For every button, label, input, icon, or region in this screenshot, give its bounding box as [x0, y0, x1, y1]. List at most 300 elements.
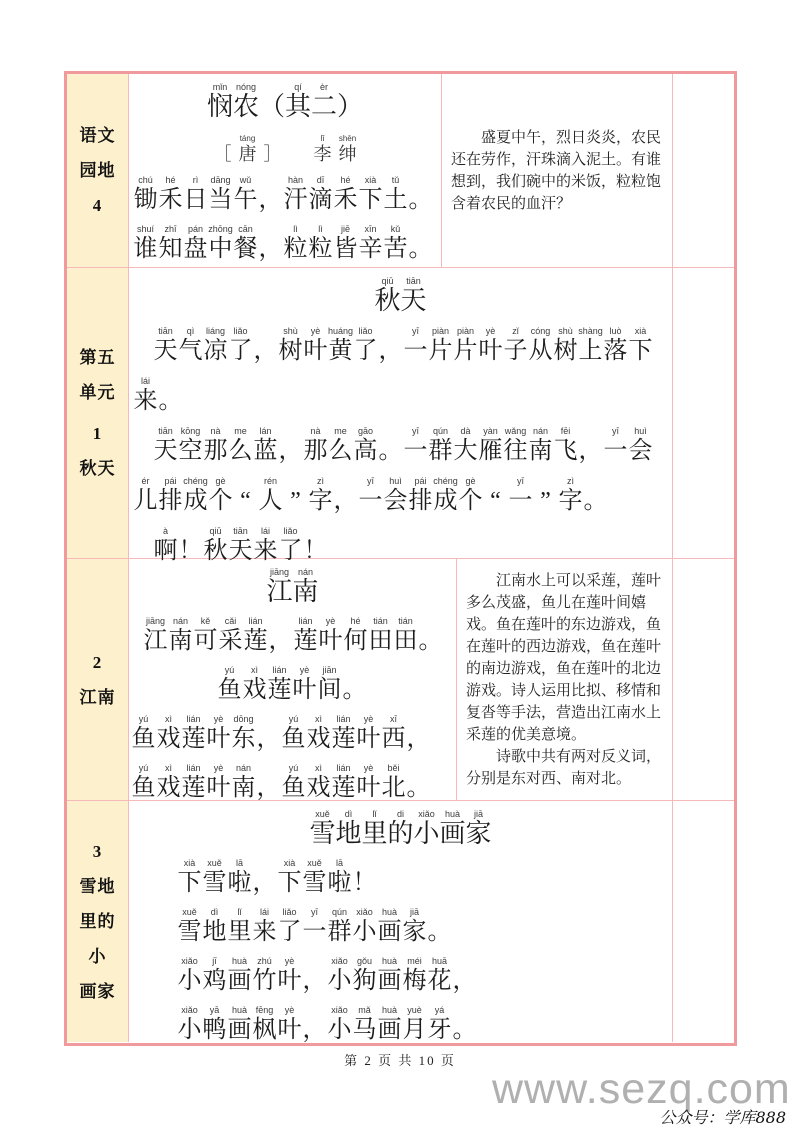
pinyin-text: yè: [299, 665, 310, 675]
hanzi-text: 鱼: [131, 726, 156, 752]
ruby-line: [129, 567, 456, 606]
pinyin-text: tián: [398, 616, 413, 626]
hanzi-text: 空: [178, 438, 203, 464]
pinyin-text: yī: [611, 426, 619, 436]
ruby-token: [393, 616, 418, 655]
ruby-token: [356, 763, 381, 802]
hanzi-text: 唐: [238, 144, 257, 164]
ruby-token: [352, 956, 377, 995]
hanzi-text: 画: [377, 1017, 402, 1043]
ruby-token: [267, 665, 292, 704]
section-label-line: 3: [92, 842, 103, 861]
ruby-token: [177, 956, 202, 995]
section-label-cell: [67, 801, 129, 1042]
hanzi-text: 小: [413, 819, 440, 848]
hanzi-text: 。: [452, 1017, 477, 1043]
ruby-token: [277, 858, 302, 897]
section-label-line: 第五: [79, 348, 116, 367]
section-label-line: 单元: [79, 383, 116, 402]
pinyin-text: shù: [558, 326, 573, 336]
pinyin-text: xià: [183, 858, 196, 868]
table-row: [67, 559, 734, 801]
pinyin-text: gè: [215, 476, 226, 486]
pinyin-text: kě: [200, 616, 211, 626]
pinyin-text: jiē: [340, 224, 350, 234]
pinyin-text: xuě: [307, 858, 322, 868]
hanzi-text: 叶: [206, 775, 231, 801]
ruby-token: [206, 763, 231, 802]
pinyin-text: tiān: [406, 276, 421, 286]
hanzi-text: 滴: [308, 187, 333, 213]
hanzi-text: ，: [578, 438, 603, 464]
hanzi-text: 叶: [356, 775, 381, 801]
hanzi-text: ，: [378, 338, 403, 364]
hanzi-text: 树: [553, 338, 578, 364]
pinyin-text: hé: [165, 175, 176, 185]
hanzi-text: 鸭: [202, 1017, 227, 1043]
ruby-token: [259, 82, 285, 121]
section-label-line: 里的: [79, 912, 116, 931]
hanzi-text: 那: [303, 438, 328, 464]
pinyin-text: zì: [316, 476, 324, 486]
ruby-token: [242, 665, 267, 704]
pinyin-text: lián: [186, 763, 201, 773]
ruby-line: [129, 326, 672, 365]
hanzi-text: 啦: [227, 870, 252, 896]
pinyin-text: xià: [364, 175, 377, 185]
ruby-token: [353, 326, 378, 365]
hanzi-text: 叶: [356, 726, 381, 752]
pinyin-text: jiā: [474, 809, 484, 819]
hanzi-text: 雪: [202, 870, 227, 896]
hanzi-text: 南: [528, 438, 553, 464]
ruby-token: [453, 326, 478, 365]
pinyin-text: yī: [411, 426, 419, 436]
hanzi-text: 苦: [383, 236, 408, 262]
pinyin-text: lián: [186, 714, 201, 724]
hanzi-text: 一: [302, 919, 327, 945]
ruby-token: [508, 476, 533, 515]
hanzi-text: ，: [333, 488, 358, 514]
ruby-token: [203, 326, 228, 365]
hanzi-text: 子: [503, 338, 528, 364]
hanzi-text: ）: [337, 92, 364, 121]
pinyin-text: tián: [373, 616, 388, 626]
hanzi-text: 狗: [352, 968, 377, 994]
section-label-cell: [67, 74, 129, 267]
ruby-token: [131, 714, 156, 753]
ruby-token: [227, 858, 252, 897]
pinyin-text: xì: [250, 665, 258, 675]
ruby-token: [528, 326, 553, 365]
ruby-token: [342, 665, 367, 704]
hanzi-text: 戏: [242, 677, 267, 703]
hanzi-text: 画: [377, 919, 402, 945]
ruby-token: [218, 616, 243, 655]
ruby-token: [317, 665, 342, 704]
ruby-token: [335, 133, 360, 165]
hanzi-text: 了: [353, 338, 378, 364]
pinyin-text: nán: [172, 616, 189, 626]
table-row: [67, 268, 734, 564]
ruby-token: [308, 476, 333, 515]
section-label-cell: [67, 559, 129, 800]
ruby-token: [318, 616, 343, 655]
ruby-line: [129, 665, 456, 704]
ruby-token: [343, 616, 368, 655]
hanzi-text: ［: [213, 144, 232, 164]
publisher-credit: 公众号：学库888: [659, 1108, 786, 1127]
ruby-token: [368, 616, 393, 655]
hanzi-text: 枫: [252, 1017, 277, 1043]
pinyin-text: lián: [336, 763, 351, 773]
pinyin-text: lián: [272, 665, 287, 675]
ruby-token: [202, 1005, 227, 1044]
pinyin-text: dà: [460, 426, 471, 436]
section-label-line: 雪地: [79, 877, 116, 896]
hanzi-text: 树: [278, 338, 303, 364]
pinyin-text: hé: [340, 175, 351, 185]
pinyin-text: wǔ: [239, 175, 252, 185]
hanzi-text: 画: [227, 1017, 252, 1043]
pinyin-text: xuě: [207, 858, 222, 868]
ruby-line: [129, 907, 672, 946]
hanzi-text: 东: [231, 726, 256, 752]
ruby-token: [227, 1005, 252, 1044]
pinyin-text: zì: [566, 476, 574, 486]
ruby-token: [183, 224, 208, 263]
hanzi-text: 。: [406, 775, 431, 801]
hanzi-text: 飞: [553, 438, 578, 464]
pinyin-text: huáng: [328, 326, 354, 336]
hanzi-text: 汗: [283, 187, 308, 213]
section-label-line: 画家: [79, 982, 116, 1001]
hanzi-text: 凉: [203, 338, 228, 364]
pinyin-text: piàn: [457, 326, 475, 336]
ruby-token: [303, 326, 328, 365]
pinyin-text: yuè: [407, 1005, 422, 1015]
ruby-token: [158, 175, 183, 214]
hanzi-text: ，: [252, 870, 277, 896]
ruby-token: [402, 1005, 427, 1044]
ruby-token: [233, 476, 258, 515]
hanzi-text: 莲: [293, 628, 318, 654]
row-main-cell: [129, 74, 672, 267]
pinyin-text: yàn: [483, 426, 498, 436]
hanzi-text: 其: [285, 92, 312, 121]
pinyin-text: wǎng: [504, 426, 527, 436]
ruby-token: [628, 426, 653, 465]
pinyin-text: yè: [284, 1005, 295, 1015]
ruby-token: [281, 714, 306, 753]
hanzi-text: 。: [408, 187, 433, 213]
ruby-token: [133, 224, 158, 263]
empty-right-cell: [672, 268, 734, 558]
hanzi-text: 儿: [133, 488, 158, 514]
hanzi-text: 啦: [327, 870, 352, 896]
hanzi-text: 从: [528, 338, 553, 364]
hanzi-text: 啊: [153, 538, 178, 564]
ruby-token: [252, 956, 277, 995]
hanzi-text: 李: [313, 144, 332, 164]
pinyin-text: yú: [138, 714, 149, 724]
pinyin-text: huì: [389, 476, 402, 486]
hanzi-text: 。: [427, 919, 452, 945]
ruby-token: [352, 858, 377, 897]
pinyin-text: yè: [213, 763, 224, 773]
pinyin-text: liǎo: [233, 326, 248, 336]
hanzi-text: 可: [193, 628, 218, 654]
pinyin-text: huà: [381, 907, 398, 917]
ruby-token: [268, 616, 293, 655]
ruby-line: [129, 1005, 672, 1044]
hanzi-text: 片: [453, 338, 478, 364]
hanzi-text: （: [258, 92, 285, 121]
ruby-token: [483, 476, 508, 515]
pinyin-text: liǎo: [358, 326, 373, 336]
ruby-token: [306, 763, 331, 802]
ruby-token: [533, 476, 558, 515]
ruby-token: [277, 907, 302, 946]
ruby-token: [202, 858, 227, 897]
pinyin-text: yè: [284, 956, 295, 966]
ruby-token: [628, 326, 653, 365]
section-label-line: 语文: [79, 126, 116, 145]
hanzi-text: 天: [153, 438, 178, 464]
ruby-token: [553, 326, 578, 365]
ruby-token: [578, 426, 603, 465]
ruby-token: [178, 326, 203, 365]
pinyin-text: lì: [318, 224, 323, 234]
pinyin-text: rén: [263, 476, 277, 486]
ruby-token: [374, 276, 400, 315]
ruby-token: [331, 763, 356, 802]
hanzi-text: 江: [266, 577, 293, 606]
hanzi-text: 下: [628, 338, 653, 364]
hanzi-text: 气: [178, 338, 203, 364]
hanzi-text: ，: [258, 187, 283, 213]
ruby-token: [377, 907, 402, 946]
empty-right-cell: [672, 801, 734, 1042]
hanzi-text: 里: [361, 819, 388, 848]
hanzi-text: 鱼: [281, 775, 306, 801]
ruby-token: [302, 1005, 327, 1044]
pinyin-text: lā: [335, 858, 343, 868]
pinyin-text: kǔ: [390, 224, 401, 234]
ruby-token: [352, 1005, 377, 1044]
ruby-token: [333, 175, 358, 214]
ruby-token: [331, 714, 356, 753]
ruby-token: [381, 763, 406, 802]
pinyin-text: lǐ: [237, 907, 242, 917]
ruby-line: [129, 82, 441, 121]
hanzi-text: 南: [168, 628, 193, 654]
hanzi-text: 绅: [338, 144, 357, 164]
pinyin-text: zǐ: [512, 326, 519, 336]
hanzi-text: 成: [183, 488, 208, 514]
hanzi-text: ，: [302, 968, 327, 994]
pinyin-text: xiǎo: [181, 1005, 198, 1015]
ruby-token: [258, 175, 283, 214]
hanzi-text: 叶: [277, 1017, 302, 1043]
hanzi-text: 叶: [292, 677, 317, 703]
ruby-token: [383, 175, 408, 214]
section-label-line: 秋天: [79, 459, 116, 478]
ruby-token: [352, 907, 377, 946]
hanzi-text: 江: [143, 628, 168, 654]
empty-right-cell: [672, 74, 734, 267]
hanzi-text: 小: [352, 919, 377, 945]
hanzi-text: 里: [227, 919, 252, 945]
pinyin-text: huà: [381, 1005, 398, 1015]
pinyin-text: dì: [210, 907, 219, 917]
hanzi-text: [289, 144, 307, 165]
section-label-line: 园地: [79, 161, 116, 180]
pinyin-text: cóng: [530, 326, 551, 336]
ruby-token: [158, 476, 183, 515]
pinyin-text: běi: [387, 763, 400, 773]
hanzi-text: 天: [228, 538, 253, 564]
pinyin-text: lì: [293, 224, 298, 234]
ruby-token: [283, 175, 308, 214]
pinyin-text: mǎ: [358, 1005, 371, 1015]
pinyin-text: yú: [288, 763, 299, 773]
ruby-token: [361, 809, 387, 848]
hanzi-text: 午: [233, 187, 258, 213]
ruby-token: [183, 476, 208, 515]
ruby-token: [292, 665, 317, 704]
hanzi-text: 下: [177, 870, 202, 896]
ruby-token: [383, 224, 408, 263]
ruby-token: [202, 907, 227, 946]
pinyin-text: tǔ: [391, 175, 400, 185]
hanzi-text: 叶: [206, 726, 231, 752]
pinyin-text: fēi: [560, 426, 571, 436]
table-row: [67, 74, 734, 268]
pinyin-text: nán: [297, 567, 314, 577]
pinyin-text: me: [334, 426, 347, 436]
pinyin-text: lǐ: [320, 134, 325, 143]
pinyin-text: xià: [634, 326, 647, 336]
hanzi-text: 月: [402, 1017, 427, 1043]
ruby-token: [281, 763, 306, 802]
pinyin-text: yā: [209, 1005, 220, 1015]
hanzi-text: 叶: [277, 968, 302, 994]
pinyin-text: tiān: [233, 526, 248, 536]
hanzi-text: 土: [383, 187, 408, 213]
commentary-text: [451, 127, 663, 215]
ruby-token: [603, 326, 628, 365]
hanzi-text: 当: [208, 187, 233, 213]
ruby-token: [158, 376, 183, 415]
ruby-token: [458, 476, 483, 515]
hanzi-text: 鱼: [281, 726, 306, 752]
row-main-cell: [129, 268, 672, 564]
pinyin-text: dì: [344, 809, 353, 819]
hanzi-text: 的: [387, 819, 414, 848]
pinyin-text: chéng: [183, 476, 208, 486]
pinyin-text: cǎi: [224, 616, 237, 626]
ruby-token: [202, 956, 227, 995]
ruby-token: [302, 956, 327, 995]
ruby-token: [158, 224, 183, 263]
hanzi-text: 禾: [333, 187, 358, 213]
hanzi-text: 秋: [374, 286, 401, 315]
hanzi-text: 莲: [331, 726, 356, 752]
hanzi-text: 了: [278, 538, 303, 564]
pinyin-text: yè: [213, 714, 224, 724]
pinyin-text: ér: [141, 476, 150, 486]
ruby-token: [131, 763, 156, 802]
pinyin-text: huà: [231, 956, 248, 966]
ruby-token: [387, 809, 413, 848]
hanzi-text: 片: [428, 338, 453, 364]
pinyin-text: dāng: [210, 175, 231, 185]
ruby-token: [603, 426, 628, 465]
hanzi-text: 粒: [283, 236, 308, 262]
ruby-token: [327, 956, 352, 995]
ruby-token: [402, 907, 427, 946]
ruby-line: [129, 956, 672, 995]
hanzi-text: 西: [381, 726, 406, 752]
pinyin-text: tiān: [158, 426, 173, 436]
ruby-token: [133, 476, 158, 515]
ruby-token: [408, 175, 433, 214]
hanzi-text: 叶: [318, 628, 343, 654]
ruby-token: [408, 476, 433, 515]
pinyin-text: cān: [238, 224, 253, 234]
hanzi-text: 排: [408, 488, 433, 514]
hanzi-text: 群: [428, 438, 453, 464]
pinyin-text: yī: [366, 476, 374, 486]
pinyin-text: liáng: [205, 326, 225, 336]
ruby-token: [583, 476, 608, 515]
pinyin-text: yá: [434, 1005, 445, 1015]
hanzi-text: 日: [183, 187, 208, 213]
hanzi-text: 会: [383, 488, 408, 514]
ruby-line: [129, 714, 456, 753]
pinyin-text: fēng: [255, 1005, 274, 1015]
hanzi-text: 字: [558, 488, 583, 514]
ruby-token: [402, 956, 427, 995]
ruby-token: [308, 224, 333, 263]
pinyin-text: yè: [485, 326, 496, 336]
ruby-token: [428, 426, 453, 465]
pinyin-text: shuí: [136, 224, 154, 234]
hanzi-text: 锄: [133, 187, 158, 213]
row-main-cell: [129, 801, 672, 1042]
hanzi-text: 。: [583, 488, 608, 514]
ruby-token: [258, 224, 283, 263]
hanzi-text: ”: [540, 488, 551, 514]
hanzi-text: 画: [227, 968, 252, 994]
hanzi-text: 了: [228, 338, 253, 364]
pinyin-text: yú: [138, 763, 149, 773]
ruby-token: [306, 714, 331, 753]
ruby-token: [252, 1005, 277, 1044]
ruby-token: [283, 476, 308, 515]
hanzi-text: 辛: [358, 236, 383, 262]
hanzi-text: 黄: [328, 338, 353, 364]
pinyin-text: xiǎo: [181, 956, 198, 966]
pinyin-text: nóng: [235, 82, 256, 92]
ruby-token: [253, 326, 278, 365]
hanzi-text: 。: [342, 677, 367, 703]
hanzi-text: ！: [178, 538, 203, 564]
hanzi-text: 一: [603, 438, 628, 464]
hanzi-text: 莲: [267, 677, 292, 703]
pinyin-text: yè: [363, 763, 374, 773]
